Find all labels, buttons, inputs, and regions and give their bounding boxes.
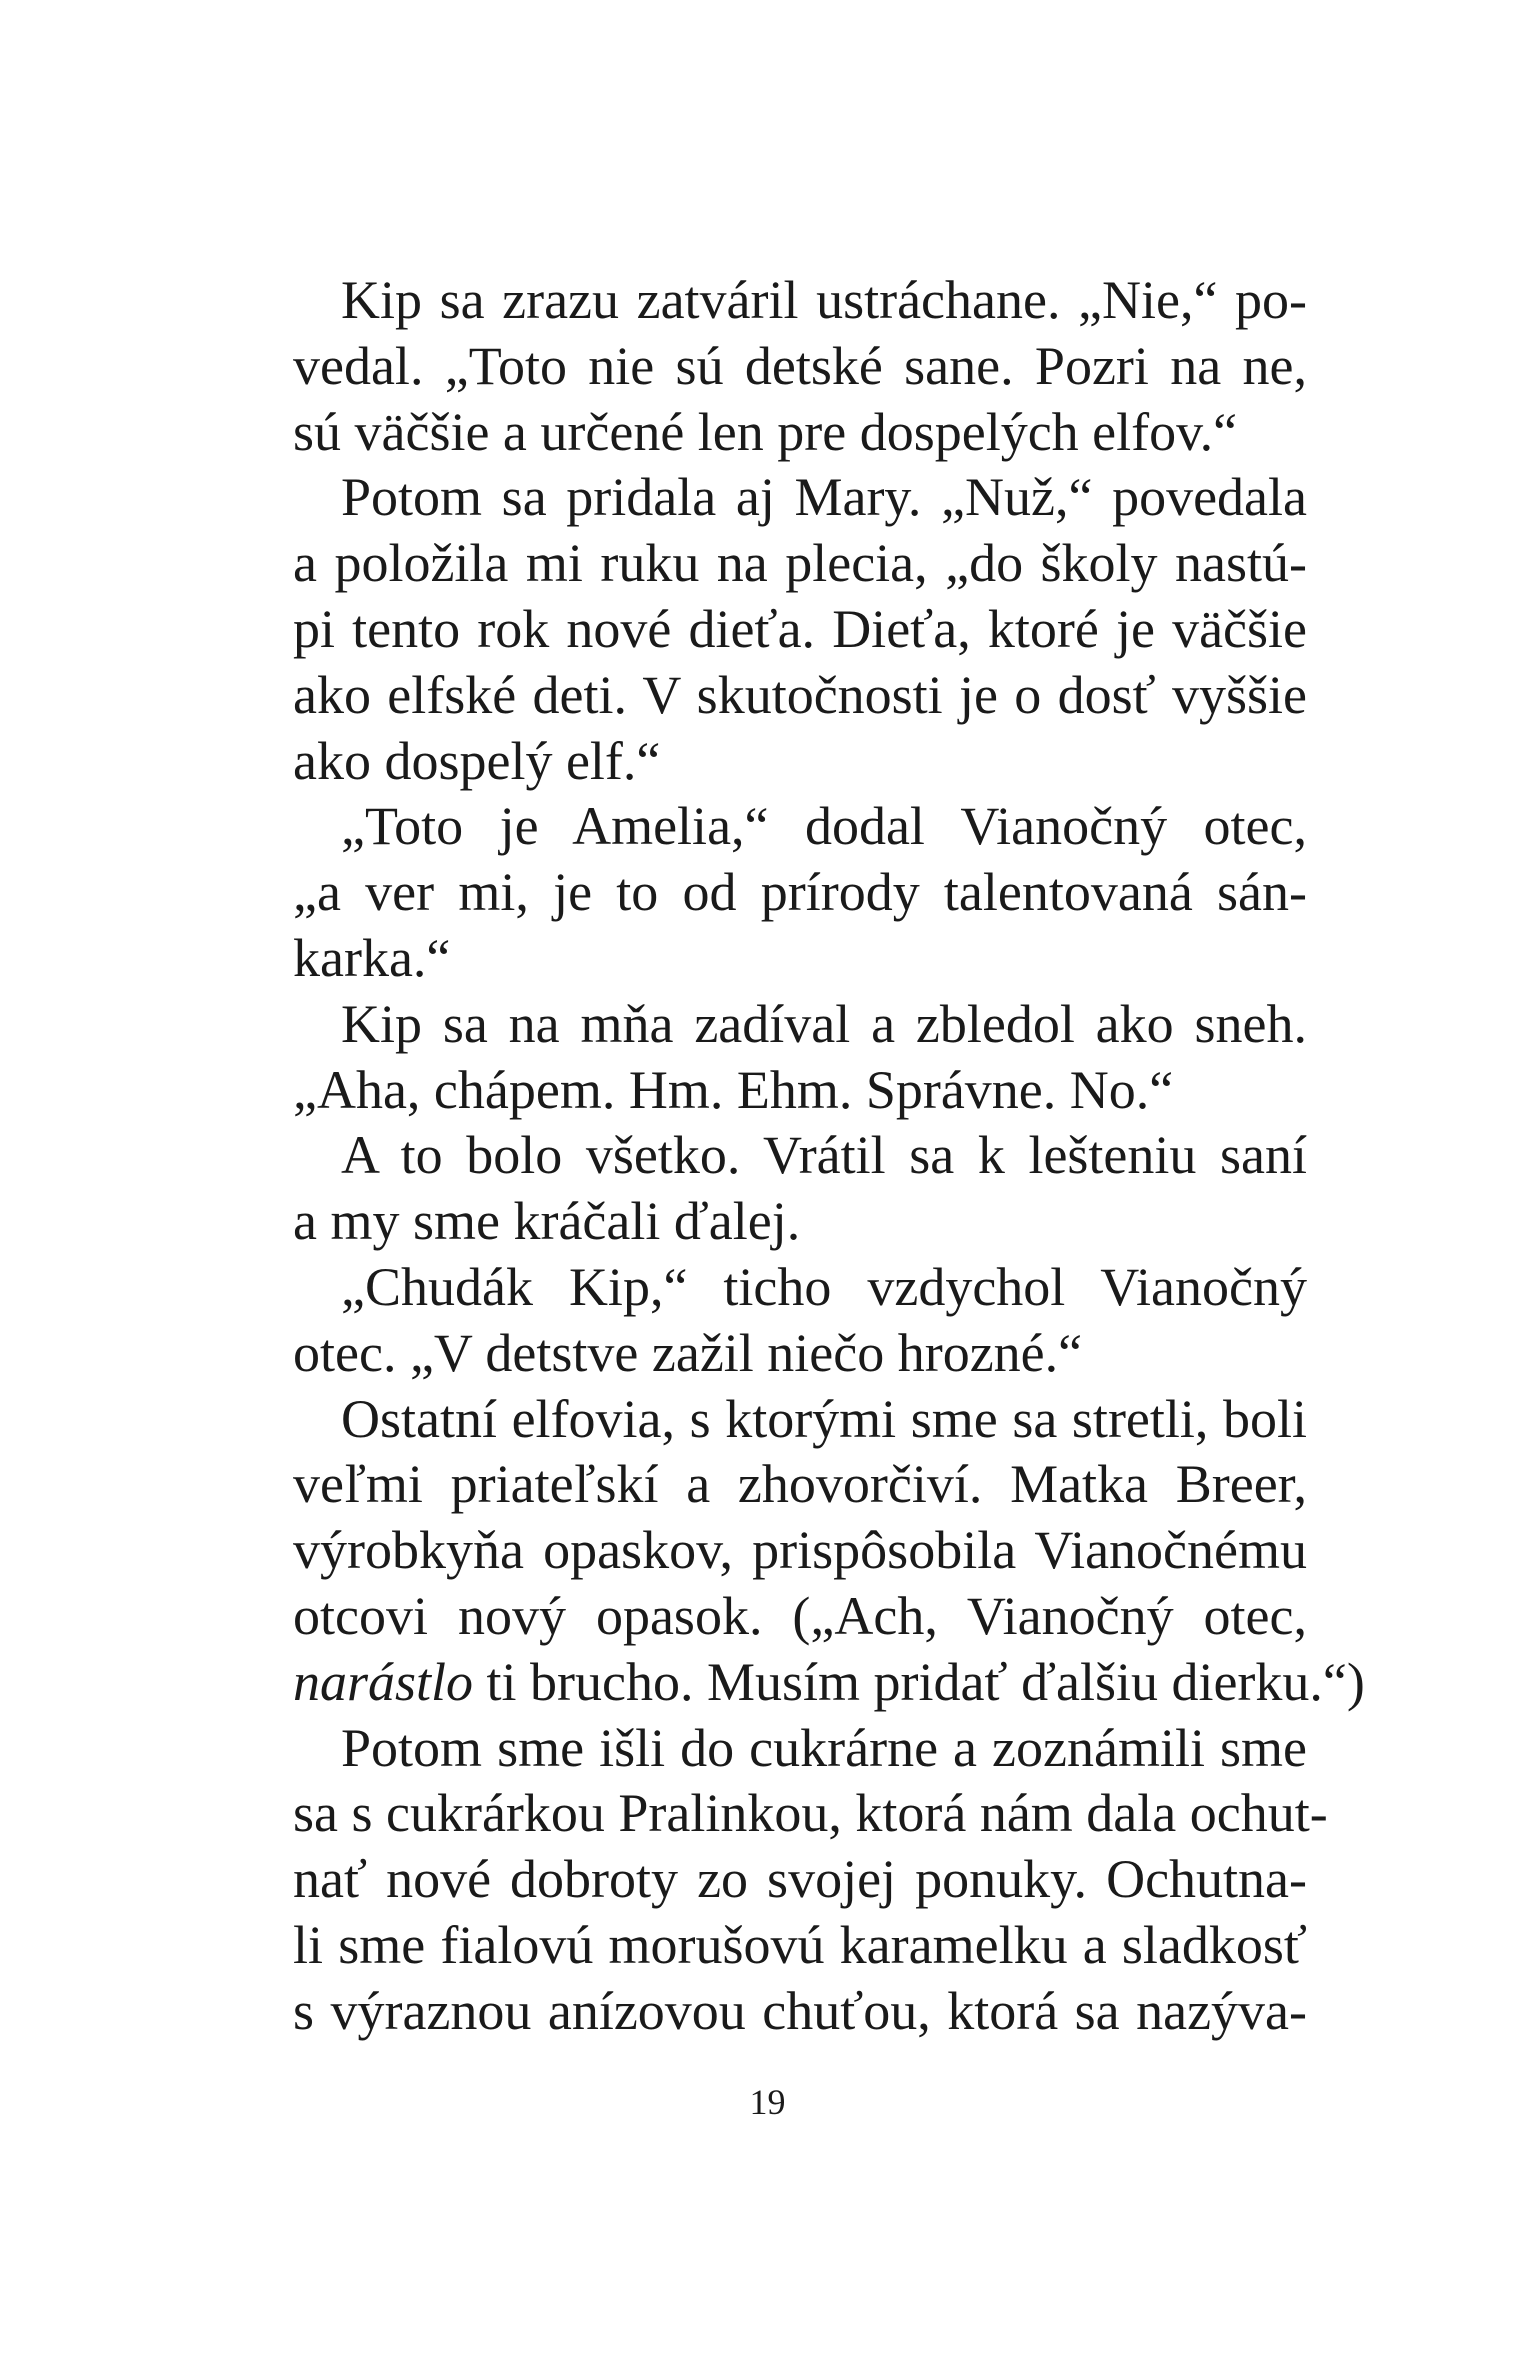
text-line: výrobkyňa opaskov, prispôsobila Vianočnému bbox=[293, 1520, 1307, 1581]
text-line: veľmi priateľskí a zhovorčiví. Matka Breer, bbox=[293, 1454, 1307, 1515]
text-line: „Chudák Kip,“ ticho vzdychol Vianočný bbox=[341, 1256, 1307, 1317]
page-number: 19 bbox=[749, 2082, 786, 2122]
text-line: ako dospelý elf.“ bbox=[293, 730, 661, 791]
text-line: „a ver mi, je to od prírody talentovaná sán- bbox=[293, 862, 1307, 923]
text-line: „Toto je Amelia,“ dodal Vianočný otec, bbox=[341, 796, 1307, 857]
text-line: li sme fialovú morušovú karamelku a sladkosť bbox=[293, 1914, 1307, 1975]
text-line: Kip sa zrazu zatváril ustráchane. „Nie,“ po- bbox=[341, 270, 1307, 330]
text-line: a my sme kráčali ďalej. bbox=[293, 1191, 801, 1252]
text-line: nať nové dobroty zo svojej ponuky. Ochutna- bbox=[293, 1849, 1307, 1910]
text-line: A to bolo všetko. Vrátil sa k lešteniu saní bbox=[341, 1125, 1307, 1186]
text-line: s výraznou anízovou chuťou, ktorá sa nazýva- bbox=[293, 1980, 1307, 2041]
text-line: karka.“ bbox=[293, 927, 451, 988]
text-line: vedal. „Toto nie sú detské sane. Pozri na ne, bbox=[293, 335, 1307, 396]
text-line: „Aha, chápem. Hm. Ehm. Správne. No.“ bbox=[293, 1059, 1174, 1120]
text-line: ako elfské deti. V skutočnosti je o dosť vyššie bbox=[293, 664, 1307, 725]
text-line-rest: ti brucho. Musím pridať ďalšiu dierku.“) bbox=[473, 1651, 1365, 1712]
text-line: a položila mi ruku na plecia, „do školy nastú- bbox=[293, 533, 1307, 594]
text-line: otec. „V detstve zažil niečo hrozné.“ bbox=[293, 1322, 1083, 1383]
text-line: Potom sa pridala aj Mary. „Nuž,“ povedala bbox=[341, 467, 1307, 528]
text-line: pi tento rok nové dieťa. Dieťa, ktoré je väčšie bbox=[293, 598, 1307, 659]
text-line: sa s cukrárkou Pralinkou, ktorá nám dala ochut- bbox=[293, 1783, 1328, 1844]
italic-word: narástlo bbox=[293, 1651, 474, 1712]
text-line-mixed bbox=[293, 1650, 1365, 1716]
text-line: sú väčšie a určené len pre dospelých elfov.“ bbox=[293, 401, 1238, 462]
page-body-text bbox=[293, 268, 1365, 2045]
text-line: Kip sa na mňa zadíval a zbledol ako sneh. bbox=[341, 993, 1307, 1054]
text-line: Ostatní elfovia, s ktorými sme sa stretli, boli bbox=[341, 1388, 1307, 1449]
text-line: Potom sme išli do cukrárne a zoznámili sme bbox=[341, 1717, 1307, 1778]
text-line: otcovi nový opasok. („Ach, Vianočný otec, bbox=[293, 1585, 1307, 1646]
